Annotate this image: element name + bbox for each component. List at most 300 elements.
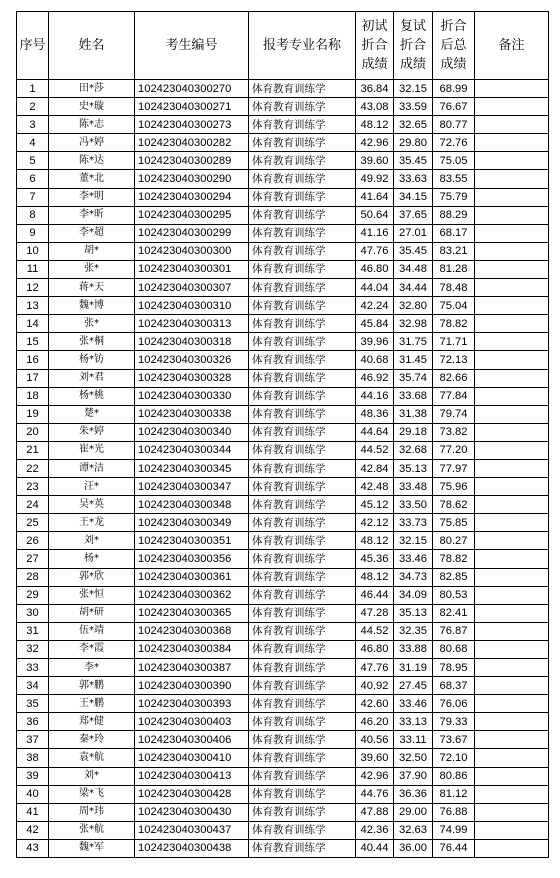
seq-cell: 2 (17, 98, 49, 116)
total-score-cell: 68.17 (433, 224, 475, 242)
initial-score-cell: 40.68 (356, 351, 394, 369)
initial-score-cell: 42.96 (356, 134, 394, 152)
total-score-cell: 82.66 (433, 369, 475, 387)
initial-score-cell: 42.60 (356, 695, 394, 713)
exam-id-cell: 102423040300351 (135, 532, 249, 550)
exam-id-cell: 102423040300387 (135, 659, 249, 677)
retest-score-header (394, 12, 433, 80)
name-cell: 郭*欣 (49, 568, 135, 586)
table-row (17, 785, 549, 803)
major-cell: 体育教育训练学 (249, 677, 356, 695)
retest-score-cell: 34.15 (394, 188, 433, 206)
table-row (17, 839, 549, 857)
name-cell: 刘*君 (49, 369, 135, 387)
seq-cell: 43 (17, 839, 49, 857)
initial-score-cell: 44.64 (356, 423, 394, 441)
seq-cell: 14 (17, 315, 49, 333)
initial-score-cell: 50.64 (356, 206, 394, 224)
major-header: 报考专业名称 (249, 12, 356, 80)
total-score-cell: 80.77 (433, 116, 475, 134)
name-cell: 王*龙 (49, 514, 135, 532)
name-cell: 崔*光 (49, 441, 135, 459)
table-row (17, 749, 549, 767)
exam-id-cell: 102423040300295 (135, 206, 249, 224)
remark-cell (475, 622, 549, 640)
exam-id-cell: 102423040300282 (135, 134, 249, 152)
retest-score-cell: 33.59 (394, 98, 433, 116)
table-row (17, 731, 549, 749)
major-cell: 体育教育训练学 (249, 279, 356, 297)
major-cell: 体育教育训练学 (249, 604, 356, 622)
major-cell: 体育教育训练学 (249, 188, 356, 206)
initial-score-cell: 44.76 (356, 785, 394, 803)
initial-score-cell: 48.36 (356, 405, 394, 423)
name-cell: 田*莎 (49, 80, 135, 98)
seq-cell: 15 (17, 333, 49, 351)
exam-id-cell: 102423040300344 (135, 441, 249, 459)
name-cell: 谭*洁 (49, 459, 135, 477)
total-score-cell: 76.88 (433, 803, 475, 821)
major-cell: 体育教育训练学 (249, 242, 356, 260)
total-score-cell: 72.76 (433, 134, 475, 152)
major-cell: 体育教育训练学 (249, 839, 356, 857)
initial-score-cell: 46.44 (356, 586, 394, 604)
table-row (17, 496, 549, 514)
retest-score-cell: 29.80 (394, 134, 433, 152)
initial-score-cell: 46.80 (356, 260, 394, 278)
exam-id-cell: 102423040300437 (135, 821, 249, 839)
major-cell: 体育教育训练学 (249, 622, 356, 640)
total-score-cell: 79.74 (433, 405, 475, 423)
name-cell: 蒋*天 (49, 279, 135, 297)
table-row (17, 260, 549, 278)
remark-cell (475, 279, 549, 297)
seq-cell: 35 (17, 695, 49, 713)
major-cell: 体育教育训练学 (249, 586, 356, 604)
retest-score-cell: 32.50 (394, 749, 433, 767)
exam-id-cell: 102423040300410 (135, 749, 249, 767)
remark-cell (475, 224, 549, 242)
remark-cell (475, 206, 549, 224)
initial-score-cell: 39.96 (356, 333, 394, 351)
total-score-cell: 75.79 (433, 188, 475, 206)
retest-score-cell: 35.13 (394, 459, 433, 477)
retest-score-cell: 34.09 (394, 586, 433, 604)
retest-score-cell: 29.18 (394, 423, 433, 441)
seq-cell: 16 (17, 351, 49, 369)
table-row (17, 98, 549, 116)
table-row (17, 80, 549, 98)
total-score-cell: 83.55 (433, 170, 475, 188)
retest-score-cell: 34.73 (394, 568, 433, 586)
name-cell: 郭*鹏 (49, 677, 135, 695)
major-cell: 体育教育训练学 (249, 713, 356, 731)
table-row (17, 478, 549, 496)
retest-score-cell: 27.01 (394, 224, 433, 242)
remark-cell (475, 116, 549, 134)
initial-score-cell: 41.64 (356, 188, 394, 206)
seq-cell: 5 (17, 152, 49, 170)
initial-score-cell: 40.56 (356, 731, 394, 749)
seq-cell: 7 (17, 188, 49, 206)
remark-cell (475, 80, 549, 98)
retest-score-cell: 31.19 (394, 659, 433, 677)
total-score-cell: 74.99 (433, 821, 475, 839)
retest-score-cell: 33.73 (394, 514, 433, 532)
total-score-cell: 75.04 (433, 297, 475, 315)
total-score-cell: 73.82 (433, 423, 475, 441)
seq-cell: 8 (17, 206, 49, 224)
remark-cell (475, 550, 549, 568)
retest-score-cell: 32.63 (394, 821, 433, 839)
remark-cell (475, 785, 549, 803)
name-cell: 张* (49, 260, 135, 278)
retest-score-cell: 32.68 (394, 441, 433, 459)
name-cell: 吴*英 (49, 496, 135, 514)
table-row (17, 622, 549, 640)
major-cell: 体育教育训练学 (249, 315, 356, 333)
table-row (17, 224, 549, 242)
table-row (17, 767, 549, 785)
exam-id-cell: 102423040300349 (135, 514, 249, 532)
exam-id-cell: 102423040300390 (135, 677, 249, 695)
table-row (17, 405, 549, 423)
seq-cell: 26 (17, 532, 49, 550)
initial-score-cell: 42.84 (356, 459, 394, 477)
total-score-header-line: 折合 (440, 19, 467, 34)
major-cell: 体育教育训练学 (249, 731, 356, 749)
exam-id-cell: 102423040300310 (135, 297, 249, 315)
exam-id-cell: 102423040300301 (135, 260, 249, 278)
retest-score-cell: 32.35 (394, 622, 433, 640)
name-cell: 胡* (49, 242, 135, 260)
retest-score-cell: 35.13 (394, 604, 433, 622)
table-row (17, 423, 549, 441)
seq-cell: 33 (17, 659, 49, 677)
remark-cell (475, 441, 549, 459)
retest-score-cell: 35.74 (394, 369, 433, 387)
total-score-cell: 73.67 (433, 731, 475, 749)
remark-cell (475, 821, 549, 839)
total-score-cell: 78.95 (433, 659, 475, 677)
exam-id-cell: 102423040300428 (135, 785, 249, 803)
major-cell: 体育教育训练学 (249, 514, 356, 532)
name-cell: 朱*婷 (49, 423, 135, 441)
remark-cell (475, 98, 549, 116)
name-cell: 秦*玲 (49, 731, 135, 749)
seq-cell: 37 (17, 731, 49, 749)
exam-id-cell: 102423040300356 (135, 550, 249, 568)
table-row (17, 206, 549, 224)
initial-score-cell: 48.12 (356, 116, 394, 134)
seq-cell: 32 (17, 640, 49, 658)
initial-score-cell: 46.20 (356, 713, 394, 731)
initial-score-cell: 42.12 (356, 514, 394, 532)
major-cell: 体育教育训练学 (249, 333, 356, 351)
initial-score-header-line: 成绩 (361, 57, 388, 72)
name-cell: 魏*军 (49, 839, 135, 857)
major-cell: 体育教育训练学 (249, 369, 356, 387)
remark-cell (475, 242, 549, 260)
total-score-cell: 81.12 (433, 785, 475, 803)
initial-score-cell: 47.76 (356, 242, 394, 260)
remark-cell (475, 152, 549, 170)
total-score-header (433, 12, 475, 80)
initial-score-header (356, 12, 394, 80)
major-cell: 体育教育训练学 (249, 224, 356, 242)
seq-cell: 38 (17, 749, 49, 767)
major-cell: 体育教育训练学 (249, 80, 356, 98)
name-cell: 郑*健 (49, 713, 135, 731)
exam-id-cell: 102423040300406 (135, 731, 249, 749)
major-cell: 体育教育训练学 (249, 640, 356, 658)
seq-header: 序号 (17, 12, 49, 80)
retest-score-cell: 35.45 (394, 242, 433, 260)
total-score-cell: 88.29 (433, 206, 475, 224)
remark-cell (475, 532, 549, 550)
remark-cell (475, 170, 549, 188)
total-score-header-line: 成绩 (440, 57, 467, 72)
retest-score-cell: 33.68 (394, 387, 433, 405)
seq-cell: 10 (17, 242, 49, 260)
major-cell: 体育教育训练学 (249, 134, 356, 152)
name-cell: 胡*研 (49, 604, 135, 622)
remark-cell (475, 134, 549, 152)
exam-id-cell: 102423040300328 (135, 369, 249, 387)
major-cell: 体育教育训练学 (249, 441, 356, 459)
total-score-cell: 77.97 (433, 459, 475, 477)
retest-score-cell: 32.80 (394, 297, 433, 315)
table-row (17, 188, 549, 206)
seq-cell: 4 (17, 134, 49, 152)
name-cell: 史*璇 (49, 98, 135, 116)
total-score-cell: 82.85 (433, 568, 475, 586)
seq-cell: 22 (17, 459, 49, 477)
name-cell: 董*北 (49, 170, 135, 188)
total-score-cell: 80.53 (433, 586, 475, 604)
major-cell: 体育教育训练学 (249, 297, 356, 315)
major-cell: 体育教育训练学 (249, 532, 356, 550)
total-score-cell: 78.82 (433, 550, 475, 568)
total-score-cell: 75.05 (433, 152, 475, 170)
total-score-cell: 72.10 (433, 749, 475, 767)
exam-id-cell: 102423040300413 (135, 767, 249, 785)
exam-id-cell: 102423040300365 (135, 604, 249, 622)
major-cell: 体育教育训练学 (249, 351, 356, 369)
name-cell: 陈*达 (49, 152, 135, 170)
table-row (17, 315, 549, 333)
retest-score-header-line: 折合 (399, 38, 426, 53)
exam-id-cell: 102423040300384 (135, 640, 249, 658)
total-score-cell: 79.33 (433, 713, 475, 731)
initial-score-cell: 41.16 (356, 224, 394, 242)
seq-cell: 1 (17, 80, 49, 98)
total-score-cell: 78.48 (433, 279, 475, 297)
total-score-cell: 76.44 (433, 839, 475, 857)
name-cell: 刘* (49, 767, 135, 785)
major-cell: 体育教育训练学 (249, 387, 356, 405)
seq-cell: 12 (17, 279, 49, 297)
initial-score-header-line: 初试 (361, 19, 388, 34)
name-cell: 杨* (49, 550, 135, 568)
exam-id-cell: 102423040300290 (135, 170, 249, 188)
seq-cell: 17 (17, 369, 49, 387)
exam-id-header: 考生编号 (135, 12, 249, 80)
total-score-cell: 83.21 (433, 242, 475, 260)
table-row (17, 333, 549, 351)
remark-cell (475, 478, 549, 496)
retest-score-cell: 33.46 (394, 695, 433, 713)
remark-cell (475, 695, 549, 713)
initial-score-cell: 40.92 (356, 677, 394, 695)
total-score-cell: 75.96 (433, 478, 475, 496)
table-row (17, 713, 549, 731)
seq-cell: 30 (17, 604, 49, 622)
name-cell: 李*明 (49, 188, 135, 206)
table-row (17, 152, 549, 170)
initial-score-cell: 45.12 (356, 496, 394, 514)
seq-cell: 9 (17, 224, 49, 242)
total-score-cell: 80.27 (433, 532, 475, 550)
table-row (17, 659, 549, 677)
retest-score-cell: 36.00 (394, 839, 433, 857)
initial-score-cell: 47.76 (356, 659, 394, 677)
exam-id-cell: 102423040300299 (135, 224, 249, 242)
name-cell: 李*昕 (49, 206, 135, 224)
initial-score-cell: 49.92 (356, 170, 394, 188)
retest-score-cell: 33.88 (394, 640, 433, 658)
retest-score-cell: 33.50 (394, 496, 433, 514)
total-score-cell: 77.84 (433, 387, 475, 405)
exam-id-cell: 102423040300348 (135, 496, 249, 514)
retest-score-cell: 27.45 (394, 677, 433, 695)
retest-score-cell: 34.48 (394, 260, 433, 278)
remark-cell (475, 568, 549, 586)
initial-score-cell: 47.88 (356, 803, 394, 821)
seq-cell: 3 (17, 116, 49, 134)
seq-cell: 31 (17, 622, 49, 640)
retest-score-cell: 32.98 (394, 315, 433, 333)
name-cell: 冯*婷 (49, 134, 135, 152)
remark-cell (475, 260, 549, 278)
name-cell: 张*桐 (49, 333, 135, 351)
major-cell: 体育教育训练学 (249, 98, 356, 116)
major-cell: 体育教育训练学 (249, 206, 356, 224)
table-row (17, 532, 549, 550)
initial-score-cell: 42.24 (356, 297, 394, 315)
initial-score-header-line: 折合 (361, 38, 388, 53)
initial-score-cell: 42.48 (356, 478, 394, 496)
table-row (17, 116, 549, 134)
seq-cell: 36 (17, 713, 49, 731)
seq-cell: 11 (17, 260, 49, 278)
exam-id-cell: 102423040300403 (135, 713, 249, 731)
initial-score-cell: 44.52 (356, 441, 394, 459)
seq-cell: 41 (17, 803, 49, 821)
table-row (17, 803, 549, 821)
total-score-cell: 68.99 (433, 80, 475, 98)
table-row (17, 170, 549, 188)
seq-cell: 25 (17, 514, 49, 532)
table-row (17, 604, 549, 622)
seq-cell: 23 (17, 478, 49, 496)
initial-score-cell: 39.60 (356, 152, 394, 170)
initial-score-cell: 44.16 (356, 387, 394, 405)
remark-cell (475, 496, 549, 514)
retest-score-cell: 33.48 (394, 478, 433, 496)
seq-cell: 13 (17, 297, 49, 315)
total-score-cell: 76.87 (433, 622, 475, 640)
remark-cell (475, 315, 549, 333)
exam-id-cell: 102423040300330 (135, 387, 249, 405)
name-cell: 王*鹏 (49, 695, 135, 713)
table-row (17, 514, 549, 532)
remark-cell (475, 351, 549, 369)
name-cell: 张*恒 (49, 586, 135, 604)
name-cell: 魏*博 (49, 297, 135, 315)
remark-cell (475, 586, 549, 604)
major-cell: 体育教育训练学 (249, 803, 356, 821)
exam-id-cell: 102423040300307 (135, 279, 249, 297)
exam-id-cell: 102423040300313 (135, 315, 249, 333)
total-score-cell: 76.06 (433, 695, 475, 713)
exam-id-cell: 102423040300430 (135, 803, 249, 821)
remark-cell (475, 405, 549, 423)
retest-score-cell: 33.46 (394, 550, 433, 568)
initial-score-cell: 47.28 (356, 604, 394, 622)
exam-id-cell: 102423040300340 (135, 423, 249, 441)
name-cell: 张*航 (49, 821, 135, 839)
total-score-cell: 78.82 (433, 315, 475, 333)
retest-score-cell: 31.45 (394, 351, 433, 369)
major-cell: 体育教育训练学 (249, 459, 356, 477)
remark-cell (475, 677, 549, 695)
major-cell: 体育教育训练学 (249, 695, 356, 713)
exam-id-cell: 102423040300326 (135, 351, 249, 369)
major-cell: 体育教育训练学 (249, 785, 356, 803)
major-cell: 体育教育训练学 (249, 821, 356, 839)
retest-score-cell: 32.15 (394, 532, 433, 550)
remark-cell (475, 731, 549, 749)
seq-cell: 40 (17, 785, 49, 803)
seq-cell: 28 (17, 568, 49, 586)
table-row (17, 242, 549, 260)
major-cell: 体育教育训练学 (249, 568, 356, 586)
table-row (17, 134, 549, 152)
seq-cell: 6 (17, 170, 49, 188)
total-score-cell: 80.86 (433, 767, 475, 785)
retest-score-cell: 36.36 (394, 785, 433, 803)
retest-score-cell: 32.15 (394, 80, 433, 98)
initial-score-cell: 48.12 (356, 568, 394, 586)
remark-cell (475, 713, 549, 731)
major-cell: 体育教育训练学 (249, 116, 356, 134)
remark-cell (475, 803, 549, 821)
exam-id-cell: 102423040300300 (135, 242, 249, 260)
major-cell: 体育教育训练学 (249, 496, 356, 514)
remark-cell (475, 369, 549, 387)
exam-id-cell: 102423040300393 (135, 695, 249, 713)
seq-cell: 21 (17, 441, 49, 459)
exam-id-cell: 102423040300294 (135, 188, 249, 206)
remark-cell (475, 604, 549, 622)
exam-id-cell: 102423040300270 (135, 80, 249, 98)
remark-cell (475, 423, 549, 441)
major-cell: 体育教育训练学 (249, 405, 356, 423)
initial-score-cell: 39.60 (356, 749, 394, 767)
exam-id-cell: 102423040300345 (135, 459, 249, 477)
name-cell: 伍*靖 (49, 622, 135, 640)
